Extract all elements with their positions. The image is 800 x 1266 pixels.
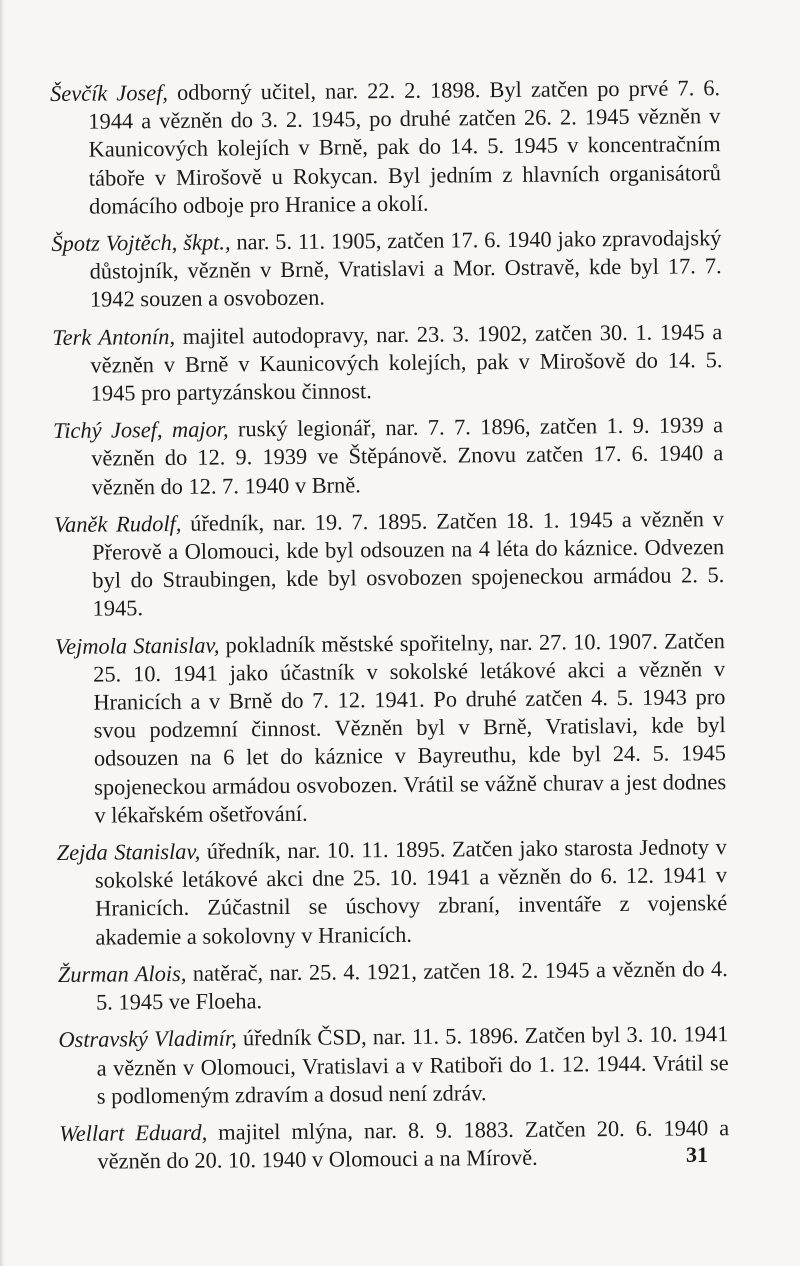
entry-ostravsky (58, 1020, 729, 1110)
entry-zejda (57, 833, 728, 952)
entry-name: Vaněk Rudolf, (53, 510, 182, 537)
entry-text: majitel autodopravy, nar. 23. 3. 1902, zatčen 30. 1. 1945 a vězněn v Brně v Kaunicových kolejích, pak v Mirošově do 14. 5. 1945 pro partyzánskou činnost. (90, 318, 723, 406)
entry-sevcik (50, 74, 721, 221)
entry-spotz (51, 224, 722, 314)
entry-text: majitel mlýna, nar. 8. 9. 1883. Zatčen 20. 6. 1940 a vězněn do 20. 10. 1940 v Olomouci a na Mírově. (97, 1115, 730, 1174)
entry-wellart (59, 1114, 729, 1176)
entry-text: ruský legionář, nar. 7. 7. 1896, zatčen 1. 9. 1939 a vězněn do 12. 9. 1939 ve Štěpánově. Znovu zatčen 17. 6. 1940 a vězněn do 12. 7. 1940 v Brně. (91, 412, 724, 500)
entry-text: nar. 5. 11. 1905, zatčen 17. 6. 1940 jako zpravodajský důstojník, vězněn v Brně, Vratislavi a Mor. Ostravě, kde byl 17. 7. 1942 souzen a osvobozen. (89, 225, 722, 313)
entry-text: úředník, nar. 10. 11. 1895. Zatčen jako starosta Jednoty v sokolské letákové akci dne 25. 10. 1941 a vězněn do 6. 12. 1941 v Hranicích. Zúčastnil se úschovy zbraní, inventáře z vojenské akademie a sokolovny v Hranicích. (94, 834, 728, 950)
entry-name: Tichý Josef, major, (52, 416, 229, 444)
entry-text: pokladník městské spořitelny, nar. 27. 10. 1907. Zatčen 25. 10. 1941 jako účastník v sokolské letákové akci a vězněn v Hranicích a v Brně do 7. 12. 1941. Po druhé zatčen 4. 5. 1943 pro svou podzemní činnost. Vězněn byl v Brně, Vratislavi, kde byl odsouzen na 6 let do káznice v Bayreuthu, kde byl 24. 5. 1945 spojeneckou armádou osvobozen. Vrátil se vážně churav a jest dodnes v lékařském ošetřování. (93, 627, 727, 828)
entry-vejmola (55, 627, 727, 830)
entry-terk (52, 318, 723, 408)
entry-vanek (54, 505, 725, 624)
entry-name: Ostravský Vladimír, (58, 1025, 237, 1053)
page-body (50, 74, 730, 1185)
book-binding-edge (0, 0, 4, 1266)
page-number: 31 (686, 1142, 708, 1167)
entry-zurman (58, 955, 728, 1017)
entry-name: Žurman Alois, (57, 960, 187, 987)
entry-tichy (53, 411, 724, 501)
entry-name: Ševčík Josef, (50, 79, 169, 106)
entry-name: Vejmola Stanislav, (54, 632, 220, 659)
entry-text: úředník ČSD, nar. 11. 5. 1896. Zatčen byl 3. 10. 1941 a vězněn v Olomouci, Vratislavi a v Ratiboři do 1. 12. 1944. Vrátil se s podlomeným zdravím a dosud není zdráv. (96, 1021, 729, 1109)
entry-name: Špotz Vojtěch, škpt., (51, 229, 231, 257)
entry-name: Zejda Stanislav, (56, 838, 201, 866)
entry-name: Wellart Eduard, (59, 1119, 208, 1146)
entry-text: odborný učitel, nar. 22. 2. 1898. Byl zatčen po prvé 7. 6. 1944 a vězněn do 3. 2. 1945, po druhé zatčen 26. 2. 1945 vězněn v Kaunicových kolejích v Brně, pak do 14. 5. 1945 v koncentračním táboře v Mirošově u Rokycan. Byl jedním z hlavních organisátorů domácího odboje pro Hranice a okolí. (88, 75, 721, 219)
entry-name: Terk Antonín, (52, 323, 176, 350)
entry-text: úředník, nar. 19. 7. 1895. Zatčen 18. 1. 1945 a vězněn v Přerově a Olomouci, kde byl odsouzen na 4 léta do káznice. Odvezen byl do Straubingen, kde byl osvobozen spojeneckou armádou 2. 5. 1945. (92, 505, 725, 622)
entry-text: natěrač, nar. 25. 4. 1921, zatčen 18. 2. 1945 a vězněn do 4. 5. 1945 ve Floeha. (95, 956, 728, 1015)
